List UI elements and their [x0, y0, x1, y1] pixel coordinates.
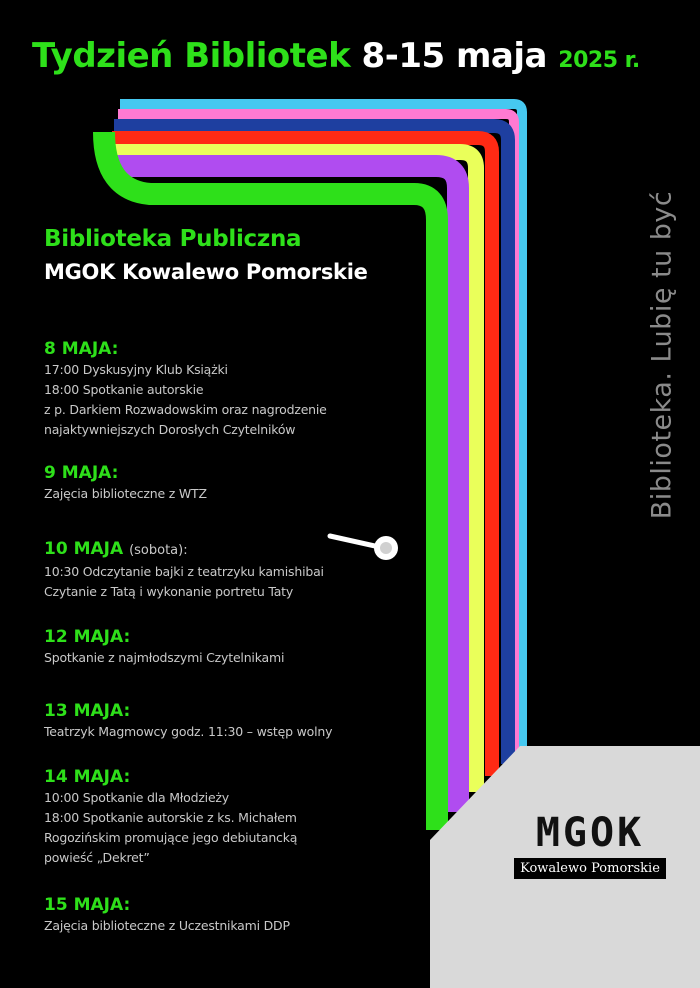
- event-line: Teatrzyk Magmowcy godz. 11:30 – wstęp wolny: [44, 724, 333, 739]
- organizer-name: Biblioteka Publiczna: [44, 226, 302, 252]
- event-line: z p. Darkiem Rozwadowskim oraz nagrodzenie: [44, 402, 327, 417]
- event-line: Rogozińskim promujące jego debiutancką: [44, 830, 298, 845]
- event-date: 10 MAJA: [44, 539, 124, 559]
- event-date: 14 MAJA:: [44, 767, 131, 787]
- event-date: 8 MAJA:: [44, 339, 119, 359]
- title-main: Tydzień Bibliotek: [32, 36, 351, 76]
- event-line: 18:00 Spotkanie autorskie: [44, 382, 204, 397]
- mgok-logo: [510, 810, 670, 879]
- slogan: Biblioteka. Lubię tu być: [646, 190, 678, 520]
- logo-subtitle: Kowalewo Pomorskie: [514, 858, 666, 879]
- event-line: Czytanie z Tatą i wykonanie portretu Taty: [44, 584, 294, 599]
- event-date: 9 MAJA:: [44, 463, 119, 483]
- event-date: 15 MAJA:: [44, 895, 131, 915]
- event-line: 18:00 Spotkanie autorskie z ks. Michałem: [44, 810, 297, 825]
- title-dates: 8-15 maja: [361, 36, 547, 76]
- event-date: 12 MAJA:: [44, 627, 131, 647]
- event-line: 17:00 Dyskusyjny Klub Książki: [44, 362, 228, 377]
- event-line: Zajęcia biblioteczne z WTZ: [44, 486, 207, 501]
- title-year: 2025 r.: [558, 48, 640, 73]
- event-line: 10:30 Odczytanie bajki z teatrzyku kamishibai: [44, 564, 324, 579]
- event-line: najaktywniejszych Dorosłych Czytelników: [44, 422, 296, 437]
- organizer-institution: MGOK Kowalewo Pomorskie: [44, 260, 368, 284]
- event-date-note: (sobota):: [129, 543, 188, 558]
- event-date: 13 MAJA:: [44, 701, 131, 721]
- event-line: Spotkanie z najmłodszymi Czytelnikami: [44, 650, 285, 665]
- event-line: Zajęcia biblioteczne z Uczestnikami DDP: [44, 918, 290, 933]
- logo-mark: MGOK: [535, 810, 645, 856]
- event-line: powieść „Dekret”: [44, 850, 150, 865]
- event-line: 10:00 Spotkanie dla Młodzieży: [44, 790, 229, 805]
